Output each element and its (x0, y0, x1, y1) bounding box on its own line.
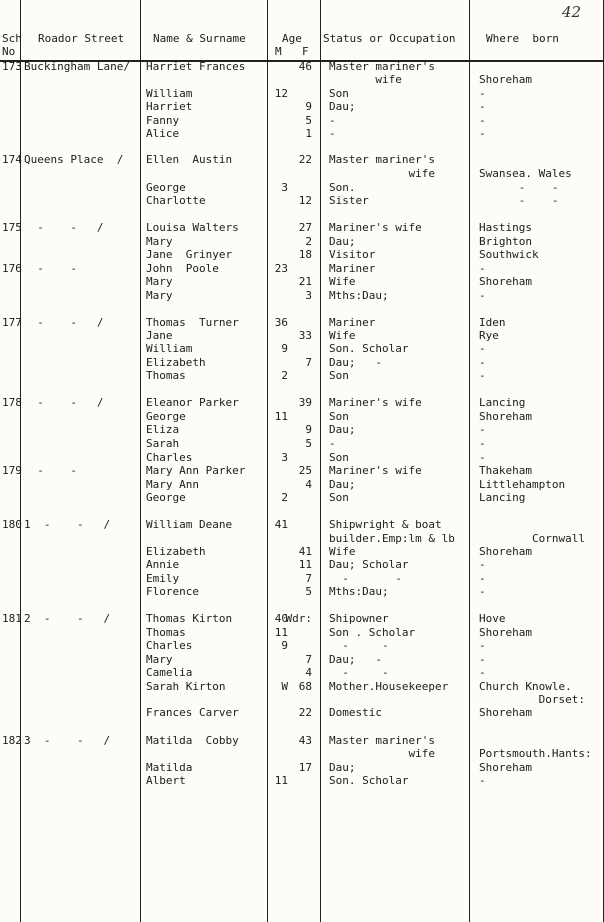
name-cell: Mary Ann Parker (146, 464, 246, 477)
status-cell: wife (329, 73, 402, 86)
page-number: 42 (562, 3, 582, 21)
age-male-cell: 40 (274, 612, 288, 625)
status-cell: - (329, 114, 336, 127)
birthplace-cell: - (479, 639, 486, 652)
age-female-cell: 25 (298, 464, 312, 477)
age-female-cell: 1 (305, 127, 312, 140)
birthplace-cell: Dorset: (479, 693, 585, 706)
name-cell: Annie (146, 558, 180, 571)
status-cell: Mariner (329, 316, 376, 329)
age-male-cell: 9 (281, 342, 288, 355)
age-male-cell: 2 (281, 369, 288, 382)
status-cell: Mother.Housekeeper (329, 680, 449, 693)
status-cell: wife (329, 167, 435, 180)
age-female-cell: 33 (298, 329, 312, 342)
road-cell: 3 - - / (24, 734, 111, 747)
age-female-cell: 4 (305, 666, 312, 679)
birthplace-cell: Cornwall (479, 532, 585, 545)
name-cell: William (146, 87, 193, 100)
birthplace-cell: Iden (479, 316, 506, 329)
status-cell: Son. Scholar (329, 774, 409, 787)
status-cell: - - (329, 666, 389, 679)
status-cell: Son (329, 369, 349, 382)
schedule-number: 177 (2, 316, 22, 329)
name-cell: Mary (146, 275, 173, 288)
name-cell: Charlotte (146, 194, 206, 207)
age-male-cell: 11 (274, 626, 288, 639)
name-cell: Mary Ann (146, 478, 199, 491)
name-cell: Charles (146, 639, 193, 652)
age-male-cell: 12 (274, 87, 288, 100)
status-cell: - - (329, 639, 389, 652)
age-female-cell: 39 (298, 396, 312, 409)
age-female-cell: 2 (305, 235, 312, 248)
status-cell: wife (329, 747, 435, 760)
header-name: Name & Surname (153, 32, 246, 45)
birthplace-cell: - (479, 437, 486, 450)
birthplace-cell: Shoreham (479, 275, 532, 288)
birthplace-cell: - (479, 87, 486, 100)
name-cell: Frances Carver (146, 706, 239, 719)
birthplace-cell: - (479, 572, 486, 585)
birthplace-cell: - (479, 451, 486, 464)
name-cell: Elizabeth (146, 545, 206, 558)
birthplace-cell: Church Knowle. (479, 680, 572, 693)
status-cell: Son . Scholar (329, 626, 416, 639)
schedule-number: 179 (2, 464, 22, 477)
road-cell: Queens Place / (24, 153, 124, 166)
status-cell: Master mariner's (329, 60, 435, 73)
birthplace-cell: - (479, 262, 486, 275)
status-cell: builder.Emp:lm & lb (329, 532, 455, 545)
age-male-cell: 23 (274, 262, 288, 275)
road-cell: - - / (24, 316, 104, 329)
birthplace-cell: - (479, 585, 486, 598)
birthplace-cell: Swansea. Wales (479, 167, 572, 180)
age-male-cell: 3 (281, 451, 288, 464)
status-cell: Dau; (329, 235, 356, 248)
age-female-cell: 41 (298, 545, 312, 558)
column-rule (20, 0, 21, 922)
road-cell: - - / (24, 396, 104, 409)
schedule-number: 176 (2, 262, 22, 275)
name-cell: Matilda (146, 761, 193, 774)
status-cell: Master mariner's (329, 153, 435, 166)
name-cell: Fanny (146, 114, 180, 127)
status-cell: Wife (329, 329, 356, 342)
name-cell: John Poole (146, 262, 219, 275)
age-female-cell: 3 (305, 289, 312, 302)
status-cell: Mths:Dau; (329, 289, 389, 302)
status-cell: - (329, 127, 336, 140)
age-female-cell: 27 (298, 221, 312, 234)
status-cell: - - (329, 572, 402, 585)
birthplace-cell: Shoreham (479, 706, 532, 719)
name-cell: Elizabeth (146, 356, 206, 369)
header-road: Roador Street (38, 32, 125, 45)
age-female-cell: 17 (298, 761, 312, 774)
birthplace-cell: - (479, 369, 486, 382)
birthplace-cell: Lancing (479, 491, 526, 504)
age-male-cell: 41 (274, 518, 288, 531)
header-status: Status or Occupation (323, 32, 456, 45)
name-cell: Charles (146, 451, 193, 464)
status-cell: Shipwright & boat (329, 518, 442, 531)
name-cell: Thomas Turner (146, 316, 239, 329)
status-cell: Mariner's wife (329, 464, 422, 477)
status-cell: Domestic (329, 706, 382, 719)
name-cell: Camelia (146, 666, 193, 679)
age-female-cell: 5 (305, 437, 312, 450)
status-cell: Dau; (329, 423, 356, 436)
status-cell: Mariner's wife (329, 221, 422, 234)
age-female-cell: 43 (298, 734, 312, 747)
age-female-cell: 4 (305, 478, 312, 491)
birthplace-cell: - (479, 114, 486, 127)
birthplace-cell: Brighton (479, 235, 532, 248)
status-cell: Mariner (329, 262, 376, 275)
age-female-cell: 12 (298, 194, 312, 207)
name-cell: Eliza (146, 423, 180, 436)
birthplace-cell: Shoreham (479, 626, 532, 639)
birthplace-cell: - (479, 100, 486, 113)
header-sch: Sch (2, 32, 22, 45)
age-male-cell: 2 (281, 491, 288, 504)
name-cell: Eleanor Parker (146, 396, 239, 409)
status-cell: Master mariner's (329, 734, 435, 747)
birthplace-cell: - - (479, 194, 559, 207)
age-female-cell: 9 (305, 100, 312, 113)
birthplace-cell: - - (479, 181, 559, 194)
status-cell: Sister (329, 194, 369, 207)
header-age-m: M (275, 45, 282, 58)
name-cell: Matilda Cobby (146, 734, 239, 747)
name-cell: Harriet Frances (146, 60, 246, 73)
age-female-cell: 68 (298, 680, 312, 693)
status-cell: Shipowner (329, 612, 389, 625)
name-cell: Mary (146, 235, 173, 248)
status-cell: Son (329, 491, 349, 504)
status-cell: Wife (329, 545, 356, 558)
name-cell: Sarah Kirton (146, 680, 226, 693)
name-cell: William (146, 342, 193, 355)
age-female-cell: 22 (298, 153, 312, 166)
status-cell: Wife (329, 275, 356, 288)
road-cell: 1 - - / (24, 518, 111, 531)
birthplace-cell: Thakeham (479, 464, 532, 477)
birthplace-cell: Shoreham (479, 545, 532, 558)
birthplace-cell: - (479, 666, 486, 679)
age-female-cell: 18 (298, 248, 312, 261)
birthplace-cell: Portsmouth.Hants: (479, 747, 592, 760)
name-cell: George (146, 181, 186, 194)
birthplace-cell: Lancing (479, 396, 526, 409)
column-rule (140, 0, 141, 922)
birthplace-cell: - (479, 558, 486, 571)
status-cell: Dau; - (329, 653, 382, 666)
name-cell: Thomas (146, 626, 186, 639)
name-cell: Thomas (146, 369, 186, 382)
birthplace-cell: Hastings (479, 221, 532, 234)
age-female-cell: 11 (298, 558, 312, 571)
schedule-number: 182 (2, 734, 22, 747)
status-cell: Dau; - (329, 356, 382, 369)
name-cell: Mary (146, 653, 173, 666)
name-cell: Sarah (146, 437, 180, 450)
birthplace-cell: - (479, 356, 486, 369)
age-female-cell: 5 (305, 114, 312, 127)
name-cell: Harriet (146, 100, 193, 113)
status-cell: Dau; (329, 478, 356, 491)
name-cell: Jane Grinyer (146, 248, 233, 261)
header-age-f: F (302, 45, 309, 58)
schedule-number: 178 (2, 396, 22, 409)
name-cell: Thomas Kirton (146, 612, 233, 625)
name-cell: Florence (146, 585, 199, 598)
birthplace-cell: - (479, 289, 486, 302)
birthplace-cell: Shoreham (479, 410, 532, 423)
name-cell: Mary (146, 289, 173, 302)
header-born: Where born (486, 32, 559, 45)
age-male-cell: 36 (274, 316, 288, 329)
schedule-number: 180 (2, 518, 22, 531)
name-cell: Albert (146, 774, 186, 787)
age-male-cell: 9 (281, 639, 288, 652)
schedule-number: 181 (2, 612, 22, 625)
status-cell: Son (329, 87, 349, 100)
name-cell: Emily (146, 572, 180, 585)
status-cell: Son (329, 451, 349, 464)
status-cell: Dau; (329, 100, 356, 113)
schedule-number: 173 (2, 60, 22, 73)
status-cell: Mths:Dau; (329, 585, 389, 598)
status-cell: Dau; Scholar (329, 558, 409, 571)
status-cell: - (329, 437, 336, 450)
status-cell: Dau; (329, 761, 356, 774)
birthplace-cell: - (479, 653, 486, 666)
name-cell: Jane (146, 329, 173, 342)
age-female-cell: 46 (298, 60, 312, 73)
birthplace-cell: - (479, 342, 486, 355)
birthplace-cell: Hove (479, 612, 506, 625)
name-cell: George (146, 491, 186, 504)
birthplace-cell: Littlehampton (479, 478, 566, 491)
name-cell: George (146, 410, 186, 423)
age-male-cell: 11 (274, 410, 288, 423)
birthplace-cell: - (479, 774, 486, 787)
age-male-cell: 3 (281, 181, 288, 194)
road-cell: Buckingham Lane/ (24, 60, 130, 73)
age-male-cell: 11 (274, 774, 288, 787)
header-age: Age (282, 32, 302, 45)
name-cell: William Deane (146, 518, 233, 531)
birthplace-cell: Rye (479, 329, 499, 342)
birthplace-cell: Southwick (479, 248, 539, 261)
age-female-cell: 7 (305, 356, 312, 369)
birthplace-cell: Shoreham (479, 761, 532, 774)
column-rule (469, 0, 470, 922)
age-female-cell: 21 (298, 275, 312, 288)
status-cell: Mariner's wife (329, 396, 422, 409)
schedule-number: 174 (2, 153, 22, 166)
status-cell: Visitor (329, 248, 376, 261)
age-female-cell: 22 (298, 706, 312, 719)
status-cell: Son (329, 410, 349, 423)
name-cell: Louisa Walters (146, 221, 239, 234)
birthplace-cell: - (479, 423, 486, 436)
birthplace-cell: - (479, 127, 486, 140)
road-cell: - - (24, 262, 77, 275)
age-female-cell: Wdr: (285, 612, 312, 625)
age-female-cell: 9 (305, 423, 312, 436)
age-female-cell: 7 (305, 572, 312, 585)
road-cell: 2 - - / (24, 612, 111, 625)
header-no: No (2, 45, 16, 58)
status-cell: Son. Scholar (329, 342, 409, 355)
status-cell: Son. (329, 181, 356, 194)
column-rule (320, 0, 321, 922)
age-female-cell: 7 (305, 653, 312, 666)
age-male-cell: W (281, 680, 288, 693)
road-cell: - - (24, 464, 77, 477)
birthplace-cell: Shoreham (479, 73, 532, 86)
road-cell: - - / (24, 221, 104, 234)
name-cell: Alice (146, 127, 180, 140)
schedule-number: 175 (2, 221, 22, 234)
age-female-cell: 5 (305, 585, 312, 598)
column-rule (267, 0, 268, 922)
name-cell: Ellen Austin (146, 153, 233, 166)
